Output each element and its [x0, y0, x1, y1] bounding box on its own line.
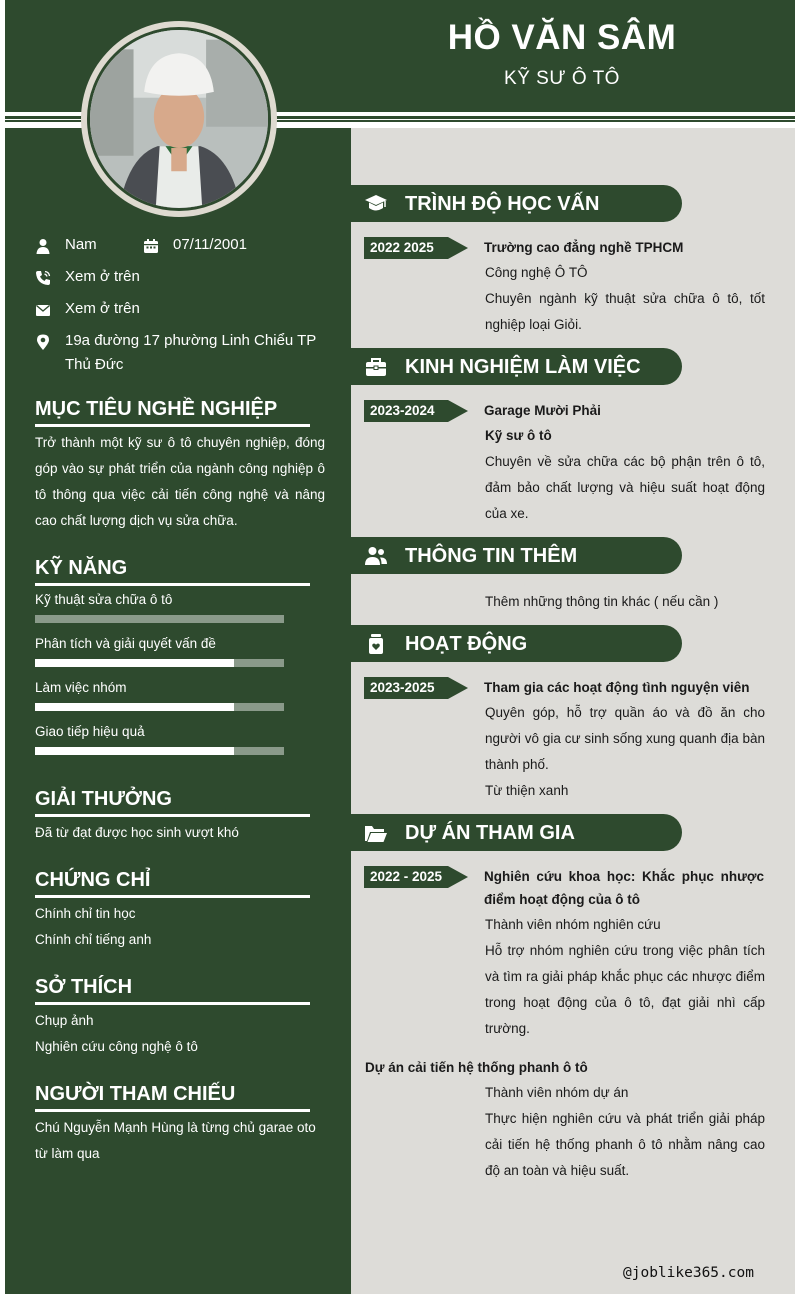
- education-period: 2022 2025: [370, 240, 434, 255]
- skill-label: Kỹ thuật sửa chữa ô tô: [35, 592, 173, 607]
- graduation-cap-icon: [364, 192, 388, 216]
- candidate-name: HỒ VĂN SÂM: [447, 18, 677, 57]
- activities-heading: HOẠT ĐỘNG: [405, 633, 528, 655]
- certificates-heading: CHỨNG CHỈ: [35, 869, 310, 898]
- avatar: [81, 21, 277, 217]
- skill-level-bar: [35, 659, 284, 667]
- footer-website: @joblike365.com: [623, 1265, 754, 1281]
- birthday-value: 07/11/2001: [173, 236, 247, 253]
- contact-gender: [35, 236, 97, 257]
- experience-section-header: [351, 348, 682, 385]
- phone-icon: [35, 270, 51, 286]
- email-value: Xem ở trên: [65, 300, 140, 317]
- extra-section-header: [351, 537, 682, 574]
- experience-desc: Chuyên về sửa chữa các bộ phận trên ô tô, đảm bảo chất lượng và hiệu suất hoạt động của xe.: [485, 454, 765, 521]
- award-item: Đã từ đạt được học sinh vượt khó: [35, 825, 239, 840]
- education-heading: TRÌNH ĐỘ HỌC VẤN: [405, 193, 600, 215]
- skill-label: Giao tiếp hiệu quả: [35, 724, 145, 739]
- phone-value: Xem ở trên: [65, 268, 140, 285]
- skill-level-bar: [35, 747, 284, 755]
- hobby-item: Chụp ảnh: [35, 1013, 94, 1028]
- experience-position: Kỹ sư ô tô: [485, 428, 552, 443]
- project2-title: Dự án cải tiến hệ thống phanh ô tô: [365, 1060, 588, 1075]
- skill-level-bar: [35, 615, 284, 623]
- extra-heading: THÔNG TIN THÊM: [405, 545, 578, 567]
- references-heading: NGƯỜI THAM CHIẾU: [35, 1083, 310, 1112]
- avatar-photo: [90, 30, 268, 208]
- candidate-title: KỸ SƯ Ô TÔ: [504, 68, 620, 89]
- folder-open-icon: [364, 821, 388, 845]
- experience-period: 2023-2024: [370, 403, 435, 418]
- experience-period-tag: [364, 400, 468, 422]
- contact-phone: [35, 268, 140, 289]
- certificate-item: Chính chỉ tiếng anh: [35, 932, 152, 947]
- project1-period-tag: [364, 866, 468, 888]
- awards-heading: GIẢI THƯỞNG: [35, 788, 310, 817]
- gender-value: Nam: [65, 236, 97, 253]
- skills-heading: KỸ NĂNG: [35, 557, 310, 586]
- briefcase-icon: [364, 355, 388, 379]
- skill-level-bar: [35, 703, 284, 711]
- activities-period: 2023-2025: [370, 680, 435, 695]
- users-icon: [364, 544, 388, 568]
- activities-desc: Quyên góp, hỗ trợ quần áo và đồ ăn cho người vô gia cư sinh sống xung quanh địa bàn thành phố.: [485, 705, 765, 772]
- contact-email: [35, 300, 140, 321]
- objective-text: Trở thành một kỹ sư ô tô chuyên nghiệp, đóng góp vào sự phát triển của ngành công nghiệp ô tô thông qua việc cải tiến công nghệ và nâng cao chất lượng dịch vụ sửa chữa.: [35, 435, 325, 528]
- projects-section-header: [351, 814, 682, 851]
- certificate-item: Chính chỉ tin học: [35, 906, 136, 921]
- extra-text: Thêm những thông tin khác ( nếu cần ): [485, 594, 719, 609]
- charity-jar-icon: [364, 632, 388, 656]
- address-value: 19a đường 17 phường Linh Chiểu TP Thủ Đức: [65, 332, 317, 373]
- skill-level-fill: [35, 703, 234, 711]
- contact-address: [35, 332, 335, 377]
- activities-section-header: [351, 625, 682, 662]
- activities-period-tag: [364, 677, 468, 699]
- education-desc: Chuyên ngành kỹ thuật sửa chữa ô tô, tốt nghiệp loại Giỏi.: [485, 291, 765, 332]
- project1-period: 2022 - 2025: [370, 869, 443, 884]
- activities-extra: Từ thiện xanh: [485, 783, 569, 798]
- education-period-tag: [364, 237, 468, 259]
- calendar-icon: [143, 238, 159, 254]
- project2-desc: Thực hiện nghiên cứu và phát triển giải pháp cải tiến hệ thống phanh ô tô nhằm nâng cao độ an toàn và hiệu suất.: [485, 1111, 765, 1178]
- experience-company: Garage Mười Phải: [484, 403, 601, 418]
- education-school: Trường cao đẳng nghề TPHCM: [484, 240, 684, 255]
- project1-title: Nghiên cứu khoa học: Khắc phục nhược điểm hoạt động của ô tô: [484, 869, 764, 907]
- project1-desc: Hỗ trợ nhóm nghiên cứu trong việc phân tích và tìm ra giải pháp khắc phục các nhược điểm trong hoạt động của ô tô, đạt giải nhì cấp trường.: [485, 943, 765, 1036]
- experience-heading: KINH NGHIỆM LÀM VIỆC: [405, 356, 641, 378]
- education-section-header: [351, 185, 682, 222]
- skill-level-fill: [35, 747, 234, 755]
- project2-role: Thành viên nhóm dự án: [485, 1085, 629, 1100]
- activities-title: Tham gia các hoạt động tình nguyện viên: [484, 680, 750, 695]
- location-pin-icon: [35, 334, 51, 350]
- hobby-item: Nghiên cứu công nghệ ô tô: [35, 1039, 198, 1054]
- hobbies-heading: SỞ THÍCH: [35, 976, 310, 1005]
- references-text: Chú Nguyễn Mạnh Hùng là từng chủ garae oto từ làm qua: [35, 1120, 316, 1161]
- envelope-icon: [35, 302, 51, 318]
- project1-role: Thành viên nhóm nghiên cứu: [485, 917, 661, 932]
- skill-label: Làm việc nhóm: [35, 680, 127, 695]
- education-major: Công nghệ Ô TÔ: [485, 265, 588, 280]
- skill-level-fill: [35, 659, 234, 667]
- person-icon: [35, 238, 51, 254]
- objective-heading: MỤC TIÊU NGHỀ NGHIỆP: [35, 398, 310, 427]
- projects-heading: DỰ ÁN THAM GIA: [405, 822, 575, 844]
- skill-label: Phân tích và giải quyết vấn đề: [35, 636, 216, 651]
- contact-birthday: [143, 236, 247, 257]
